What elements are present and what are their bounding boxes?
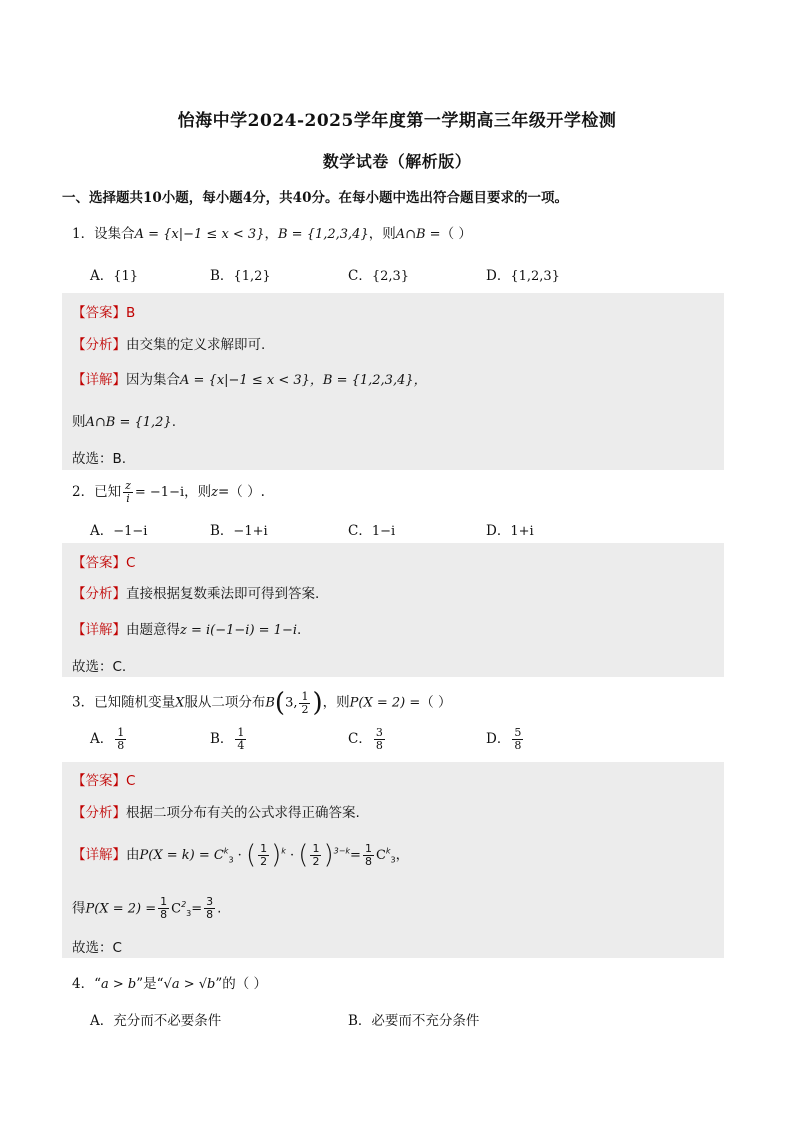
question-1-set-a: A = {x|−1 ≤ x < 3} — [134, 227, 265, 242]
question-1-option-c — [348, 264, 409, 284]
fraction-denominator: 2 — [312, 854, 320, 868]
detail-eq: = — [350, 848, 361, 863]
question-2-option-d — [486, 519, 534, 539]
question-3-detail-2 — [72, 896, 221, 921]
answer-tag: 【答案】 — [72, 773, 126, 789]
question-3-option-d — [486, 727, 525, 752]
analysis-tag: 【分析】 — [72, 805, 126, 821]
question-1-comma: ， — [264, 226, 278, 242]
detail-math: P(X = k) = C — [139, 848, 224, 863]
detail-text: 由 — [126, 847, 140, 863]
question-2-answer — [72, 551, 135, 571]
fraction-numerator: 1 — [117, 726, 125, 739]
option-label: A． — [90, 268, 114, 284]
option-fraction — [374, 727, 385, 752]
right-paren-glyph: ) — [312, 688, 323, 718]
question-1-detail-2 — [72, 410, 176, 430]
detail-text: ， — [395, 847, 410, 863]
binom-sup: 2 — [181, 900, 187, 909]
option-label: B． — [348, 1013, 372, 1029]
option-label: B． — [210, 731, 234, 747]
question-4 — [72, 972, 267, 992]
question-3-analysis — [72, 801, 360, 821]
question-3-text: 服从二项分布 — [184, 694, 266, 711]
option-value: {1,2} — [233, 269, 271, 284]
dot-glyph: · — [285, 848, 299, 863]
question-3-dist: B — [265, 695, 275, 711]
question-3-conclusion: 故选：C — [72, 940, 122, 956]
binom-sup: k — [223, 846, 229, 856]
answer-value: C — [126, 773, 136, 789]
left-paren-glyph: ( — [274, 688, 286, 718]
question-1-analysis — [72, 333, 265, 353]
question-2-analysis — [72, 582, 319, 602]
fraction-numerator: 3 — [206, 895, 214, 908]
question-1-answer — [72, 301, 135, 321]
option-value: {2,3} — [371, 269, 410, 284]
answer-value: B — [126, 305, 136, 321]
detail-fraction — [204, 896, 215, 921]
detail-tag: 【详解】 — [72, 622, 126, 638]
option-value: {1,2,3} — [510, 269, 560, 284]
detail-text: 因为集合 — [126, 372, 180, 388]
question-3-dist-n: 3, — [285, 695, 298, 711]
analysis-text: 直接根据复数乘法即可得到答案. — [126, 586, 320, 602]
question-2-number: 2．已知 — [72, 484, 122, 500]
question-1-set-b: B = {1,2,3,4} — [277, 227, 369, 242]
answer-value: C — [126, 555, 136, 571]
question-2-var: z — [211, 485, 218, 500]
fraction-denominator: 8 — [206, 908, 214, 921]
question-1-detail — [72, 368, 427, 388]
analysis-text: 根据二项分布有关的公式求得正确答案. — [126, 805, 360, 821]
question-1-option-a — [90, 264, 138, 284]
question-4-number: 4．“ — [72, 976, 101, 992]
option-label: C． — [348, 731, 372, 747]
fraction-denominator: 8 — [117, 739, 125, 752]
detail-fraction — [258, 843, 269, 868]
option-fraction — [115, 727, 126, 752]
detail-tag: 【详解】 — [72, 372, 126, 388]
option-label: A． — [90, 523, 114, 539]
detail-text: 由题意得 — [126, 622, 180, 638]
detail-math: ，B = {1,2,3,4}， — [309, 373, 427, 388]
dot-glyph: · — [233, 848, 246, 863]
detail-text: 则 — [72, 414, 86, 430]
option-value: {1} — [113, 269, 139, 284]
option-label: A． — [90, 731, 114, 747]
fraction-denominator: 8 — [375, 739, 383, 752]
question-1-option-b — [210, 264, 271, 284]
question-2-option-b — [210, 519, 268, 539]
question-3-prob: P(X = 2) = — [349, 695, 421, 711]
detail-math: P(X = 2) = — [85, 901, 157, 917]
fraction-numerator: 1 — [301, 689, 309, 703]
fraction-denominator: 8 — [364, 854, 372, 868]
analysis-text: 由交集的定义求解即可. — [126, 337, 266, 353]
option-label: D． — [486, 523, 511, 539]
detail-text: . — [171, 414, 177, 430]
option-label: D． — [486, 731, 511, 747]
answer-tag: 【答案】 — [72, 555, 126, 571]
answer-tag: 【答案】 — [72, 305, 126, 321]
detail-text: 得 — [72, 900, 86, 917]
fraction-denominator: i — [126, 492, 130, 505]
question-4-text: ”是“ — [136, 976, 164, 992]
page-subtitle: 数学试卷（解析版） — [322, 152, 472, 171]
fraction-denominator: 4 — [237, 739, 245, 752]
question-1-ask: ，则 — [368, 226, 396, 242]
question-4-cond1: a > b — [101, 977, 137, 992]
question-1-paren: （ ） — [440, 226, 472, 242]
question-3-answer — [72, 769, 135, 789]
question-2-equation: = −1−i — [134, 485, 185, 500]
question-1-option-d — [486, 264, 560, 284]
binom-sub: 3 — [186, 909, 192, 919]
option-fraction — [235, 727, 246, 752]
question-4-cond2: √a > √b — [163, 977, 216, 992]
option-value: 充分而不必要条件 — [113, 1013, 222, 1029]
option-label: D． — [486, 268, 511, 284]
detail-eq: = — [191, 901, 203, 917]
fraction-numerator: 5 — [514, 726, 522, 739]
question-2-conclusion: 故选：C. — [72, 659, 127, 675]
fraction-numerator: 1 — [160, 895, 168, 908]
detail-fraction — [363, 843, 374, 868]
option-label: B． — [210, 523, 234, 539]
detail-fraction — [158, 896, 169, 921]
detail-text: . — [217, 900, 222, 917]
fraction-denominator: 8 — [160, 908, 168, 921]
option-label: C． — [348, 523, 372, 539]
analysis-tag: 【分析】 — [72, 337, 126, 353]
question-1-expr: A∩B = — [395, 227, 441, 242]
left-paren-glyph: ( — [298, 840, 309, 870]
question-1-number: 1．设集合 — [72, 226, 135, 242]
question-4-option-b — [348, 1009, 479, 1029]
left-paren-glyph: ( — [245, 840, 257, 870]
binom-sup: k — [385, 846, 391, 856]
question-4-tail: ”的（ ） — [215, 976, 268, 992]
question-2-fraction — [123, 480, 133, 505]
question-3-paren: （ ） — [420, 694, 452, 711]
fraction-numerator: 3 — [375, 726, 383, 739]
detail-math: A∩B = {1,2} — [85, 415, 172, 430]
right-paren-glyph: ) — [323, 840, 334, 870]
option-value: −1+i — [233, 524, 268, 539]
question-2 — [72, 480, 265, 505]
right-paren-glyph: ) — [271, 840, 282, 870]
question-1-conclusion: 故选：B. — [72, 451, 127, 467]
fraction-numerator: z — [125, 479, 131, 492]
detail-math: z = i(−1−i) = 1−i — [180, 623, 297, 638]
question-2-option-c — [348, 519, 395, 539]
option-label: A． — [90, 1013, 114, 1029]
fraction-numerator: 1 — [237, 726, 245, 739]
fraction-denominator: 2 — [301, 702, 309, 716]
option-value: 1+i — [510, 524, 534, 539]
option-label: C． — [348, 268, 372, 284]
section-heading: 一、选择题共10小题，每小题4分，共40分。在每小题中选出符合题目要求的一项。 — [62, 190, 568, 206]
detail-tag: 【详解】 — [72, 847, 126, 863]
question-3-option-a — [90, 727, 128, 752]
question-3-ask: ，则 — [322, 694, 350, 711]
question-3-option-c — [348, 727, 387, 752]
option-fraction — [512, 727, 523, 752]
detail-c: C — [171, 901, 182, 917]
detail-text: . — [297, 622, 302, 638]
option-value: 必要而不充分条件 — [371, 1013, 480, 1029]
analysis-tag: 【分析】 — [72, 586, 126, 602]
detail-c: C — [375, 848, 386, 863]
option-value: 1−i — [371, 524, 396, 539]
question-2-solution-box — [62, 543, 724, 677]
fraction-numerator: 1 — [364, 841, 372, 855]
question-3-detail — [72, 840, 409, 870]
question-4-option-a — [90, 1009, 221, 1029]
exponent: k — [281, 846, 286, 856]
question-3-number: 3．已知随机变量 — [72, 694, 176, 711]
detail-math: A = {x|−1 ≤ x < 3} — [180, 373, 310, 388]
option-label: B． — [210, 268, 234, 284]
question-3-option-b — [210, 727, 248, 752]
question-3 — [72, 688, 452, 718]
question-2-tail: =（ ）. — [218, 484, 265, 500]
detail-fraction — [310, 843, 321, 868]
question-3-var: X — [175, 695, 185, 711]
question-3-dist-p — [299, 691, 310, 716]
binom-sub: 3 — [390, 855, 396, 865]
question-1 — [72, 222, 472, 242]
fraction-numerator: 1 — [260, 841, 268, 855]
fraction-numerator: 1 — [312, 841, 320, 855]
question-2-ask: ，则 — [184, 484, 212, 500]
fraction-denominator: 2 — [260, 854, 268, 868]
page-title: 怡海中学2024-2025学年度第一学期高三年级开学检测 — [177, 111, 617, 131]
exponent: 3−k — [333, 846, 351, 856]
question-2-option-a — [90, 519, 147, 539]
binom-sub: 3 — [228, 855, 234, 865]
question-2-detail — [72, 618, 301, 638]
option-value: −1−i — [113, 524, 148, 539]
fraction-denominator: 8 — [514, 739, 522, 752]
